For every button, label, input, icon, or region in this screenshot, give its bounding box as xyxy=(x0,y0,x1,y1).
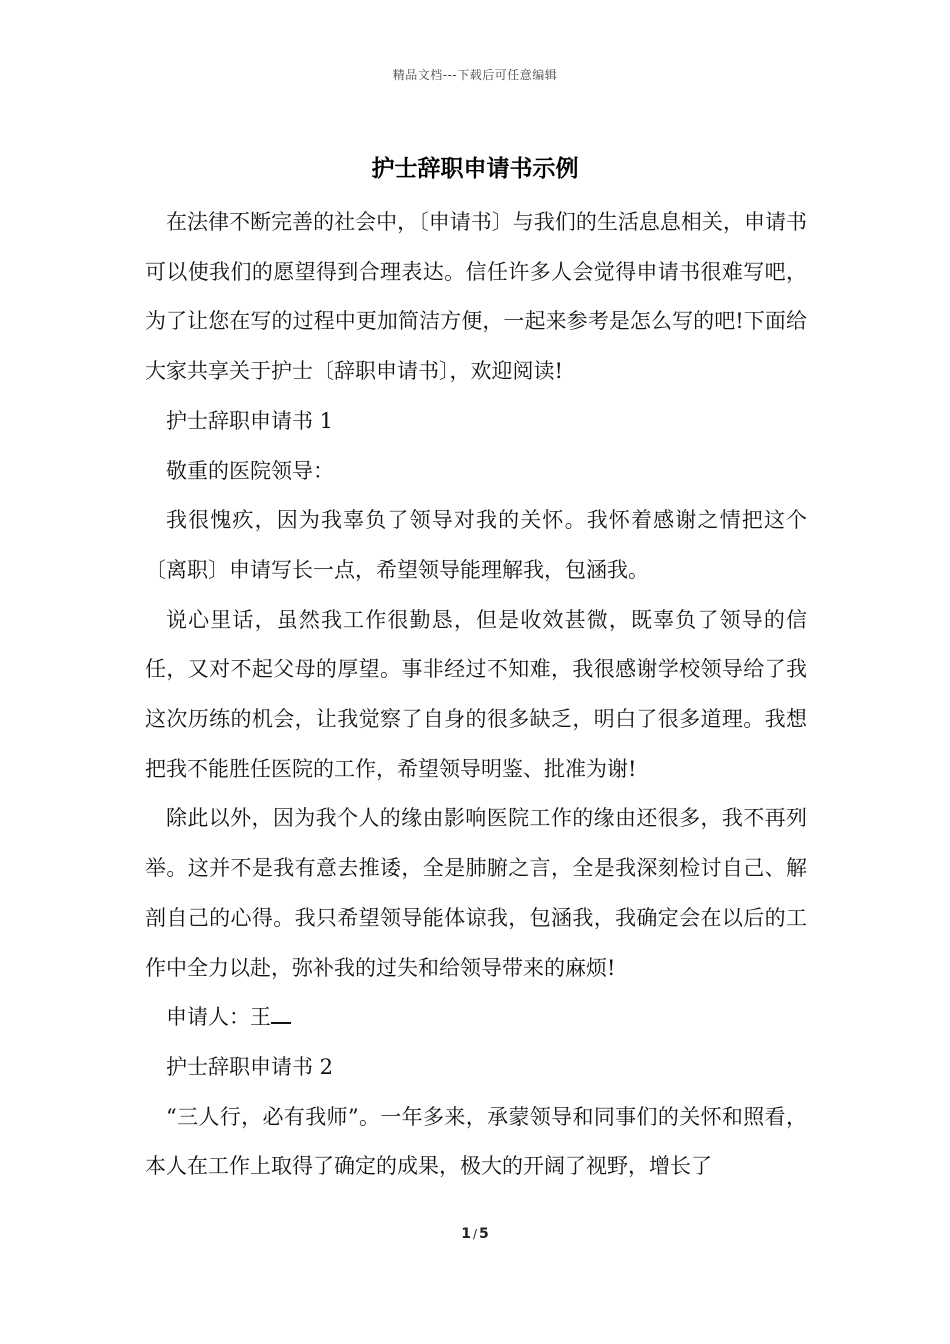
paragraph-body-3: 除此以外，因为我个人的缘由影响医院工作的缘由还很多，我不再列举。这并不是我有意去推诿，全是肺腑之言，全是我深刻检讨自己、解剖自己的心得。我只希望领导能体谅我，包涵我，我确定会在以后的工作中全力以赴，弥补我的过失和给领导带来的麻烦! xyxy=(145,806,807,980)
section-heading-2: 护士辞职申请书 2 xyxy=(166,1054,334,1079)
page-number xyxy=(0,1226,950,1242)
paragraph-body-2: 说心里话，虽然我工作很勤恳，但是收效甚微，既辜负了领导的信任，又对不起父母的厚望。事非经过不知难，我很感谢学校领导给了我这次历练的机会，让我觉察了自身的很多缺乏，明白了很多道理。我想把我不能胜任医院的工作，希望领导明鉴、批准为谢! xyxy=(145,607,807,781)
salutation: 敬重的医院领导： xyxy=(166,458,334,483)
document-body xyxy=(145,198,807,1192)
paragraph-body-4: “三人行，必有我师”。一年多来，承蒙领导和同事们的关怀和照看，本人在工作上取得了确定的成果，极大的开阔了视野，增长了 xyxy=(145,1104,807,1179)
document-title: 护士辞职申请书示例 xyxy=(371,155,579,182)
section-heading-1: 护士辞职申请书 1 xyxy=(166,408,334,433)
applicant-line xyxy=(145,993,807,1043)
signature-blank xyxy=(271,1004,291,1024)
applicant-label: 申请人：王 xyxy=(166,1005,271,1030)
paragraph-intro: 在法律不断完善的社会中，〔申请书〕与我们的生活息息相关，申请书可以使我们的愿望得到合理表达。信任许多人会觉得申请书很难写吧，为了让您在写的过程中更加简洁方便，一起来参考是怎么写的吧!下面给大家共享关于护士〔辞职申请书〕，欢迎阅读! xyxy=(145,210,807,384)
paragraph-body-1: 我很愧疚，因为我辜负了领导对我的关怀。我怀着感谢之情把这个〔离职〕申请写长一点，希望领导能理解我，包涵我。 xyxy=(145,508,807,582)
header-note: 精品文档---下载后可任意编辑 xyxy=(392,68,558,82)
page-current: 1 xyxy=(461,1226,471,1242)
page-separator: / xyxy=(472,1227,478,1241)
page-total: 5 xyxy=(479,1226,489,1242)
